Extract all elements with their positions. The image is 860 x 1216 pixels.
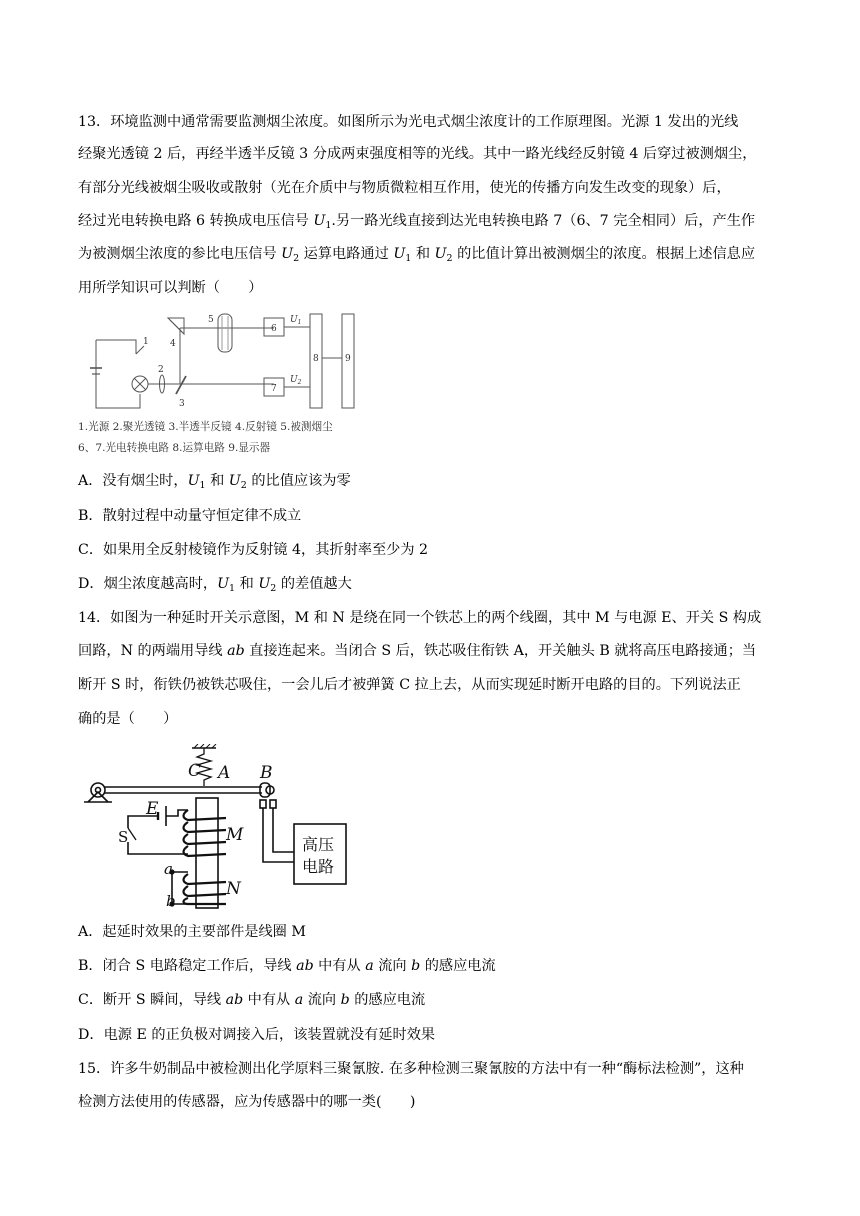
- coil-m: [184, 810, 227, 856]
- q14-line-3: 断开 S 时，衔铁仍被铁芯吸住，一会儿后才被弹簧 C 拉上去，从而实现延时断开电路的目的。下列说法正: [78, 677, 741, 693]
- label-2: 2: [158, 365, 164, 375]
- circuit-wire-bottom: [96, 340, 140, 408]
- figure-13-caption-1: 1.光源 2.聚光透镜 3.半透半反镜 4.反射镜 5.被测烟尘: [78, 421, 333, 433]
- q14-line-2: 回路，N 的两端用导线 ab 直接连起来。当闭合 S 后，铁芯吸住衔铁 A，开关触头 B 就将高压电路接通；当: [78, 643, 757, 659]
- hv-box-line-2: 电路: [302, 857, 335, 876]
- label-3: 3: [179, 399, 185, 409]
- label-e: E: [146, 799, 159, 819]
- label-6: 6: [271, 324, 277, 334]
- label-9: 9: [345, 354, 351, 364]
- label-a: a: [164, 860, 173, 878]
- q13-line-5: 为被测烟尘浓度的参比电压信号 $U_2$ 运算电路通过 $U_1$ 和 $U_2$ 的比值计算出被测烟尘的浓度。根据上述信息应: [78, 246, 756, 264]
- half-mirror-3: [176, 376, 186, 394]
- delay-switch-diagram: [84, 744, 356, 914]
- q13-option-a: A．没有烟尘时，$U_1$ 和 $U_2$ 的比值应该为零: [78, 473, 351, 491]
- q14-line-1: 14．如图为一种延时开关示意图，M 和 N 是绕在同一个铁芯上的两个线圈，其中 M 与电源 E、开关 S 构成: [78, 610, 762, 626]
- label-b-contact: B: [260, 763, 273, 783]
- label-5: 5: [208, 315, 214, 325]
- q13-line-2: 经聚光透镜 2 后，再经半透半反镜 3 分成两束强度相等的光线。其中一路光线经反射镜 4 后穿过被测烟尘，: [78, 146, 757, 162]
- q13-option-b: B．散射过程中动量守恒定律不成立: [78, 508, 302, 524]
- q14-option-d: D．电源 E 的正负极对调接入后，该装置就没有延时效果: [78, 1027, 436, 1043]
- label-m: M: [226, 825, 244, 845]
- mirror-4-diagonal: [170, 320, 182, 332]
- q13-line-3: 有部分光线被烟尘吸收或散射（光在介质中与物质微粒相互作用，使光的传播方向发生改变的现象）后，: [78, 180, 731, 196]
- q13-line-1: 13．环境监测中通常需要监测烟尘浓度。如图所示为光电式烟尘浓度计的工作原理图。光源 1 发出的光线: [78, 114, 739, 130]
- circuit-wire-top: [96, 340, 136, 354]
- q15-line-2: 检测方法使用的传感器，应为传感器中的哪一类( ): [78, 1094, 416, 1110]
- q13-option-d: D．烟尘浓度越高时，$U_1$ 和 $U_2$ 的差值越大: [78, 576, 352, 594]
- figure-13-caption-2: 6、7.光电转换电路 8.运算电路 9.显示器: [78, 442, 271, 454]
- label-s: S: [118, 828, 129, 846]
- label-7: 7: [271, 384, 277, 394]
- q14-option-a: A．起延时效果的主要部件是线圈 M: [78, 924, 306, 940]
- label-4: 4: [170, 339, 176, 349]
- q13-line-4: 经过光电转换电路 6 转换成电压信号 $U_1$.另一路光线直接到达光电转换电路 7（6、7 完全相同）后，产生作: [78, 213, 756, 231]
- label-8: 8: [313, 354, 319, 364]
- label-u1: $U_1$: [290, 315, 302, 326]
- q14-option-c: C．断开 S 瞬间，导线 ab 中有从 a 流向 b 的感应电流: [78, 992, 426, 1008]
- smoke-column-5: [218, 314, 232, 352]
- label-1: 1: [143, 337, 149, 347]
- label-c: C: [188, 761, 202, 781]
- smoke-meter-diagram: [78, 308, 378, 416]
- iron-core: [196, 798, 218, 908]
- hv-box-line-1: 高压: [302, 835, 335, 854]
- contact-right: [270, 800, 276, 808]
- hv-wire-2: [273, 808, 294, 852]
- switch-s: [128, 828, 136, 840]
- contact-left: [260, 800, 266, 808]
- q13-line-6: 用所学知识可以判断（ ）: [78, 280, 263, 296]
- q14-line-4: 确的是（ ）: [78, 711, 178, 727]
- q14-option-b: B．闭合 S 电路稳定工作后，导线 ab 中有从 a 流向 b 的感应电流: [78, 958, 496, 974]
- pivot-circle: [91, 783, 105, 797]
- label-a-armature: A: [218, 763, 231, 783]
- q15-line-1: 15．许多牛奶制品中被检测出化学原料三聚氰胺. 在多种检测三聚氰胺的方法中有一种“酶标法检测”，这种: [78, 1061, 744, 1077]
- hv-wire-1: [263, 808, 294, 862]
- q13-option-c: C．如果用全反射棱镜作为反射镜 4，其折射率至少为 2: [78, 542, 429, 558]
- coil-n: [184, 874, 227, 904]
- label-b: b: [166, 892, 176, 910]
- contact-b: [260, 783, 270, 797]
- m-wire-bottom: [128, 842, 188, 854]
- label-n: N: [226, 879, 241, 899]
- switch-blade: [136, 346, 144, 354]
- label-u2: $U_2$: [290, 375, 302, 386]
